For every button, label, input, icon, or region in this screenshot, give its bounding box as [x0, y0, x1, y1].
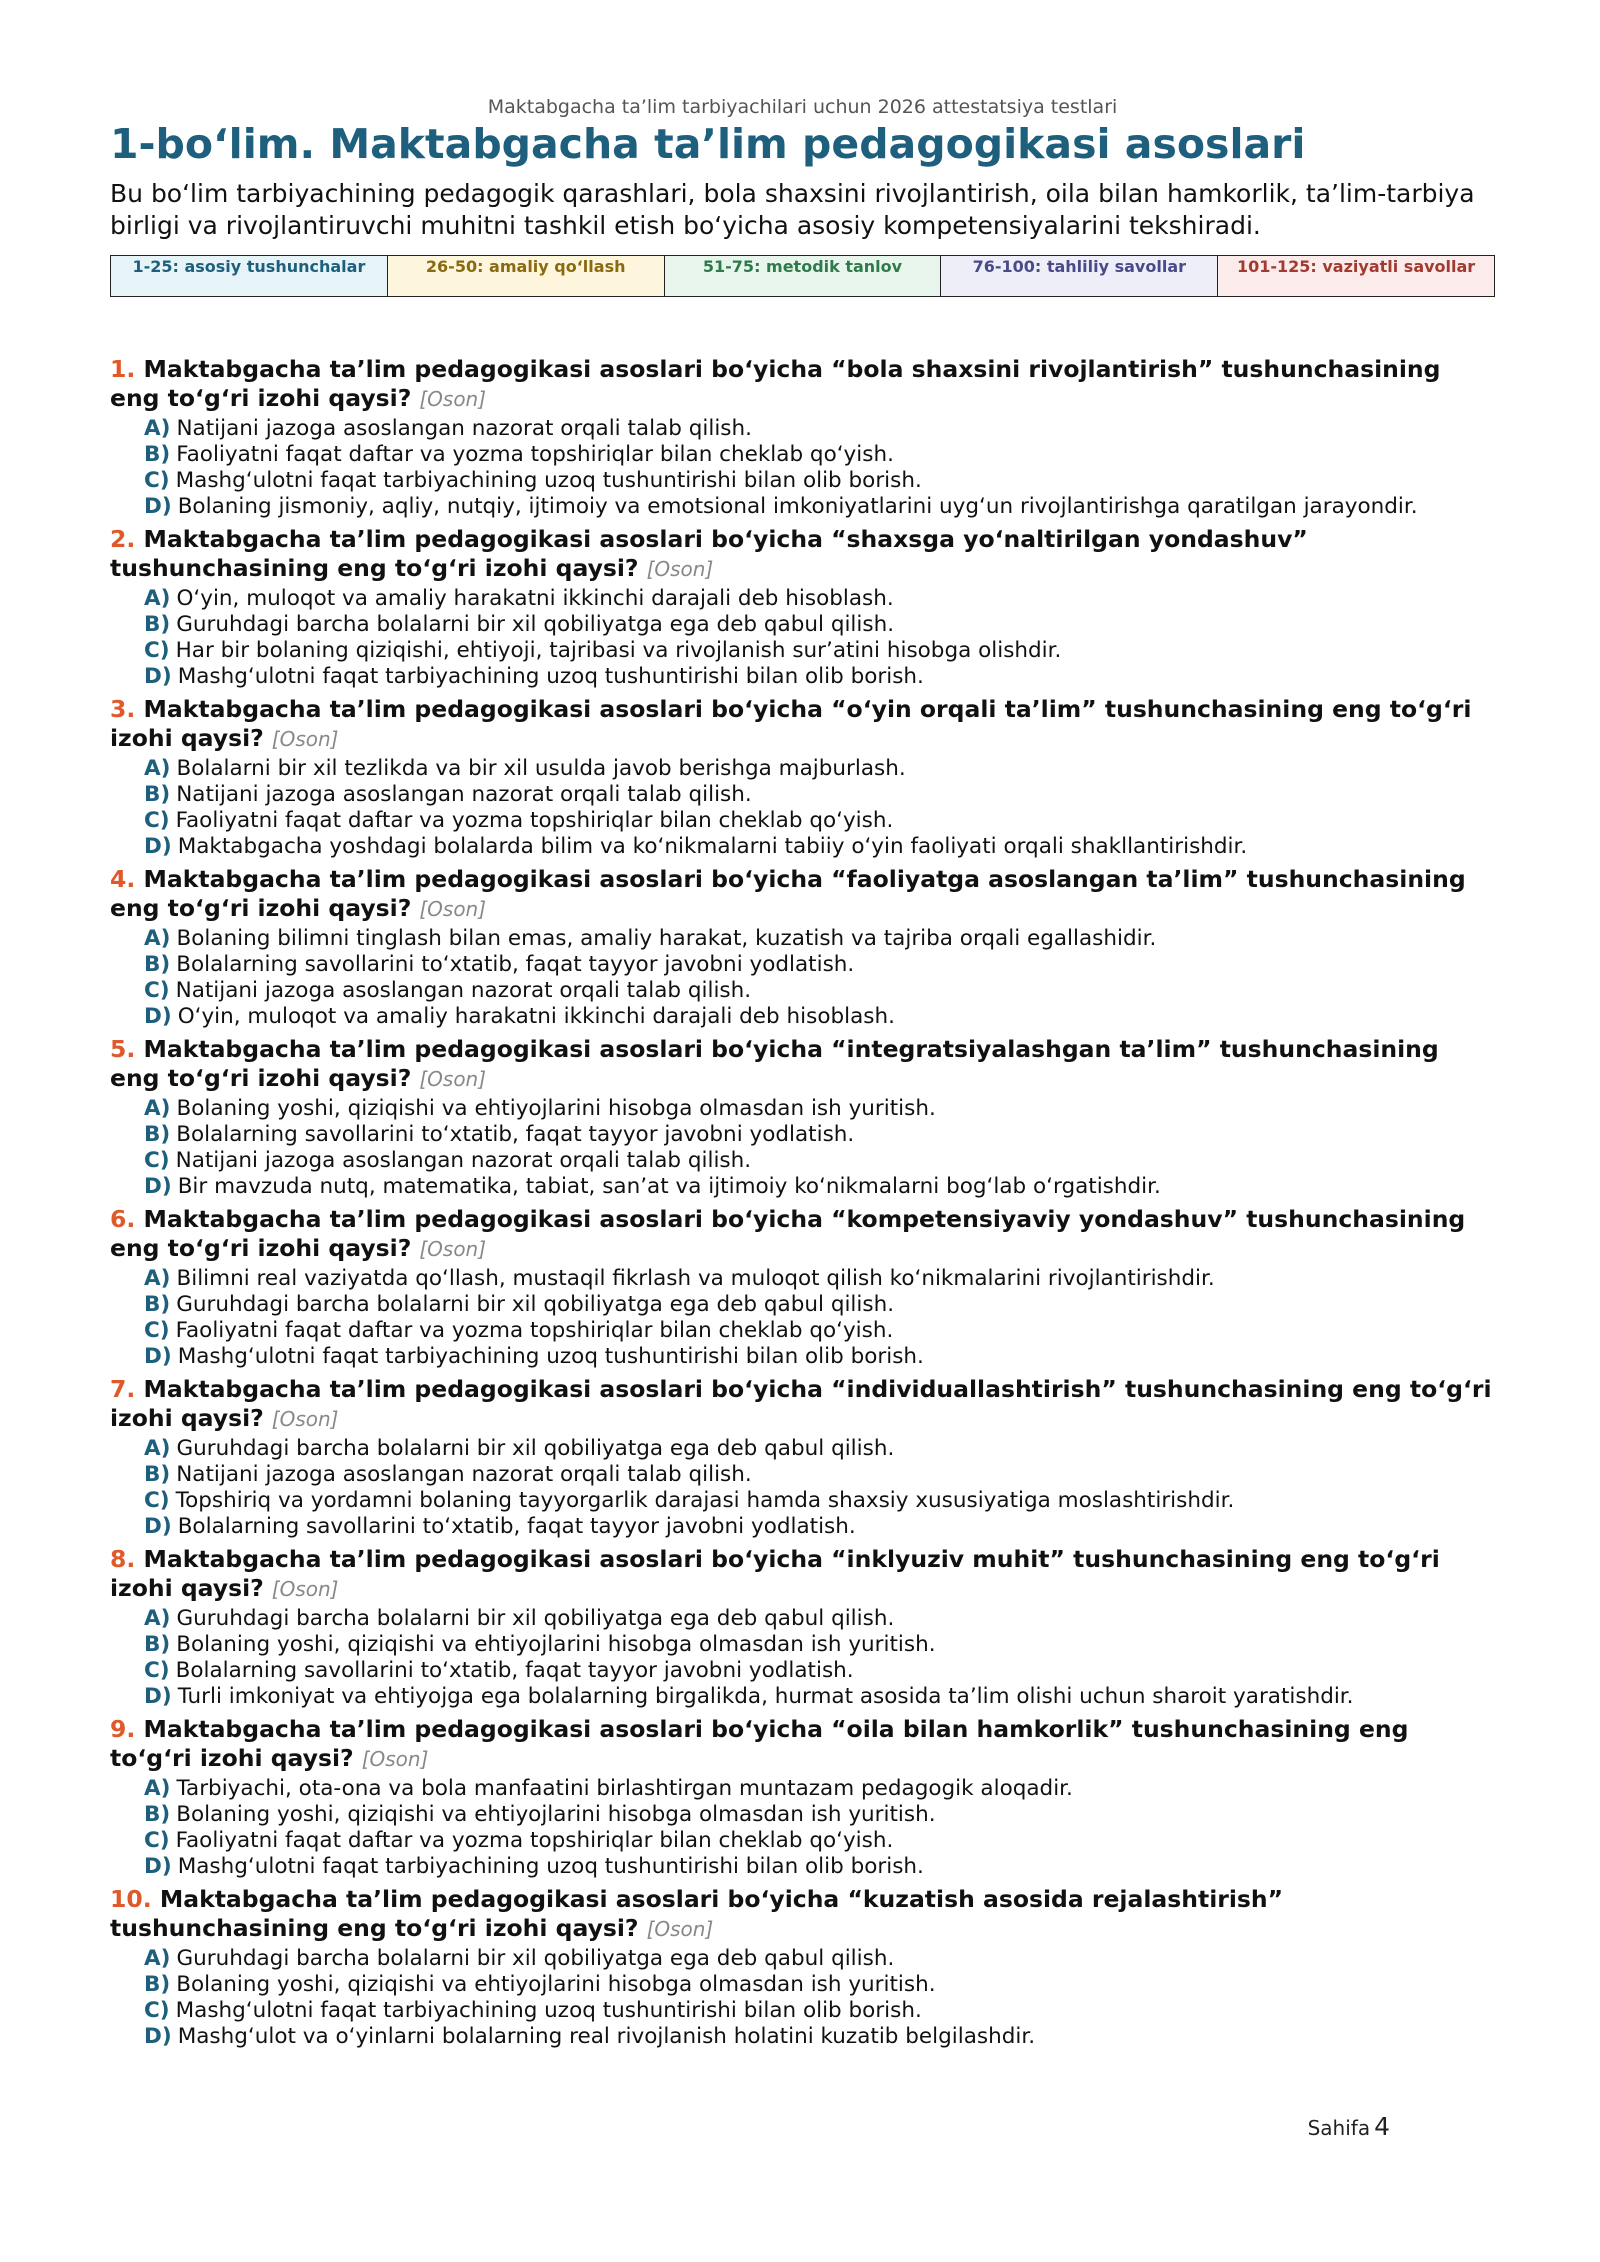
answer-options: [110, 1776, 1495, 1880]
question-number: 7.: [110, 1375, 136, 1403]
option-letter: A): [144, 1436, 171, 1461]
answer-options: [110, 1266, 1495, 1370]
question-text: [110, 1205, 1495, 1264]
option-letter: B): [144, 1292, 171, 1317]
answer-options: [110, 416, 1495, 520]
question-number: 5.: [110, 1035, 136, 1063]
option-text: Bolalarning savollarini toʻxtatib, faqat tayyor javobni yodlatish.: [177, 1514, 856, 1539]
answer-option: [144, 1462, 1495, 1488]
answer-option: [144, 1122, 1495, 1148]
option-letter: C): [144, 638, 170, 663]
option-letter: C): [144, 1318, 170, 1343]
option-letter: C): [144, 1998, 170, 2023]
option-letter: C): [144, 978, 170, 1003]
question-stem: Maktabgacha ta’lim pedagogikasi asoslari boʻyicha “shaxsga yoʻnaltirilgan yondashuv” tushunchasining eng toʻgʻri izohi qaysi?: [110, 525, 1308, 582]
question-number: 1.: [110, 355, 136, 383]
answer-option: [144, 1148, 1495, 1174]
question-stem: Maktabgacha ta’lim pedagogikasi asoslari boʻyicha “faoliyatga asoslangan ta’lim” tushunchasining eng toʻgʻri izohi qaysi?: [110, 865, 1466, 922]
question-item: [110, 1375, 1495, 1540]
answer-option: [144, 926, 1495, 952]
option-letter: D): [144, 1004, 172, 1029]
question-stem: Maktabgacha ta’lim pedagogikasi asoslari boʻyicha “inklyuziv muhit” tushunchasining eng toʻgʻri izohi qaysi?: [110, 1545, 1440, 1602]
option-letter: C): [144, 1148, 170, 1173]
option-letter: A): [144, 1266, 171, 1291]
question-number: 10.: [110, 1885, 152, 1913]
option-letter: D): [144, 1854, 172, 1879]
page-number: 4: [1374, 2112, 1390, 2141]
answer-options: [110, 1436, 1495, 1540]
option-text: Bir mavzuda nutq, matematika, tabiat, san’at va ijtimoiy koʻnikmalarni bogʻlab oʻrgatishdir.: [177, 1174, 1161, 1199]
question-stem: Maktabgacha ta’lim pedagogikasi asoslari boʻyicha “integratsiyalashgan ta’lim” tushunchasining eng toʻgʻri izohi qaysi?: [110, 1035, 1439, 1092]
difficulty-tag: [Oson]: [646, 557, 714, 581]
option-letter: B): [144, 1802, 171, 1827]
answer-options: [110, 1606, 1495, 1710]
answer-option: [144, 1854, 1495, 1880]
difficulty-tag: [Oson]: [419, 897, 487, 921]
option-letter: A): [144, 1946, 171, 1971]
answer-options: [110, 1946, 1495, 2050]
answer-option: [144, 756, 1495, 782]
answer-option: [144, 952, 1495, 978]
answer-option: [144, 1658, 1495, 1684]
option-letter: B): [144, 612, 171, 637]
answer-option: [144, 638, 1495, 664]
option-text: Guruhdagi barcha bolalarni bir xil qobiliyatga ega deb qabul qilish.: [176, 1292, 895, 1317]
legend-label: 51-75: metodik tanlov: [702, 257, 903, 276]
legend-label: 76-100: tahliliy savollar: [972, 257, 1187, 276]
question-number: 4.: [110, 865, 136, 893]
section-title: 1-boʻlim. Maktabgacha ta’lim pedagogikasi asoslari: [110, 120, 1306, 168]
legend-cell: [665, 256, 942, 296]
option-text: Bolaning bilimni tinglash bilan emas, amaliy harakat, kuzatish va tajriba orqali egallashidir.: [176, 926, 1157, 951]
question-item: [110, 525, 1495, 690]
legend-cell: [1218, 256, 1494, 296]
question-text: [110, 695, 1495, 754]
option-text: Bolaning yoshi, qiziqishi va ehtiyojlarini hisobga olmasdan ish yuritish.: [176, 1972, 936, 1997]
option-text: Natijani jazoga asoslangan nazorat orqali talab qilish.: [175, 1148, 752, 1173]
answer-option: [144, 1802, 1495, 1828]
question-text: [110, 1715, 1495, 1774]
option-text: Natijani jazoga asoslangan nazorat orqali talab qilish.: [175, 978, 752, 1003]
question-item: [110, 355, 1495, 520]
question-text: [110, 1035, 1495, 1094]
option-letter: B): [144, 952, 171, 977]
answer-option: [144, 1828, 1495, 1854]
answer-option: [144, 468, 1495, 494]
answer-option: [144, 1436, 1495, 1462]
question-number: 3.: [110, 695, 136, 723]
difficulty-tag: [Oson]: [361, 1747, 429, 1771]
question-text: [110, 525, 1495, 584]
question-text: [110, 865, 1495, 924]
question-text: [110, 1545, 1495, 1604]
page-footer: [1308, 2112, 1390, 2141]
question-item: [110, 695, 1495, 860]
option-text: Mashgʻulotni faqat tarbiyachining uzoq tushuntirishi bilan olib borish.: [175, 468, 922, 493]
answer-option: [144, 1998, 1495, 2024]
option-text: Mashgʻulotni faqat tarbiyachining uzoq tushuntirishi bilan olib borish.: [177, 1344, 924, 1369]
question-number: 9.: [110, 1715, 136, 1743]
option-text: Guruhdagi barcha bolalarni bir xil qobiliyatga ega deb qabul qilish.: [176, 1436, 895, 1461]
question-stem: Maktabgacha ta’lim pedagogikasi asoslari boʻyicha “kompetensiyaviy yondashuv” tushunchasining eng toʻgʻri izohi qaysi?: [110, 1205, 1466, 1262]
page-label: Sahifa: [1307, 2116, 1371, 2140]
answer-option: [144, 1318, 1495, 1344]
option-letter: C): [144, 1658, 170, 1683]
option-letter: D): [144, 664, 172, 689]
option-text: Guruhdagi barcha bolalarni bir xil qobiliyatga ega deb qabul qilish.: [176, 1946, 895, 1971]
difficulty-tag: [Oson]: [271, 727, 339, 751]
question-number: 2.: [110, 525, 136, 553]
answer-option: [144, 978, 1495, 1004]
answer-option: [144, 834, 1495, 860]
legend-cell: [388, 256, 665, 296]
question-text: [110, 355, 1495, 414]
answer-option: [144, 416, 1495, 442]
option-text: Faoliyatni faqat daftar va yozma topshiriqlar bilan cheklab qoʻyish.: [175, 1318, 894, 1343]
option-letter: D): [144, 1344, 172, 1369]
question-stem: Maktabgacha ta’lim pedagogikasi asoslari boʻyicha “kuzatish asosida rejalashtirish” tushunchasining eng toʻgʻri izohi qaysi?: [110, 1885, 1284, 1942]
answer-option: [144, 1606, 1495, 1632]
range-legend: [110, 255, 1495, 297]
answer-option: [144, 1946, 1495, 1972]
difficulty-tag: [Oson]: [419, 1237, 487, 1261]
answer-option: [144, 1488, 1495, 1514]
question-item: [110, 1715, 1495, 1880]
option-text: Guruhdagi barcha bolalarni bir xil qobiliyatga ega deb qabul qilish.: [176, 1606, 895, 1631]
option-text: Faoliyatni faqat daftar va yozma topshiriqlar bilan cheklab qoʻyish.: [175, 808, 894, 833]
answer-option: [144, 1684, 1495, 1710]
option-text: Tarbiyachi, ota-ona va bola manfaatini birlashtirgan muntazam pedagogik aloqadir.: [176, 1776, 1073, 1801]
legend-label: 1-25: asosiy tushunchalar: [132, 257, 366, 276]
question-item: [110, 1545, 1495, 1710]
option-letter: A): [144, 416, 171, 441]
answer-option: [144, 1514, 1495, 1540]
option-letter: B): [144, 782, 171, 807]
difficulty-tag: [Oson]: [271, 1577, 339, 1601]
difficulty-tag: [Oson]: [419, 1067, 487, 1091]
option-letter: B): [144, 442, 171, 467]
question-stem: Maktabgacha ta’lim pedagogikasi asoslari boʻyicha “oʻyin orqali ta’lim” tushunchasining eng toʻgʻri izohi qaysi?: [110, 695, 1472, 752]
difficulty-tag: [Oson]: [271, 1407, 339, 1431]
option-letter: D): [144, 1174, 172, 1199]
answer-option: [144, 2024, 1495, 2050]
option-letter: B): [144, 1462, 171, 1487]
answer-option: [144, 1266, 1495, 1292]
option-text: Oʻyin, muloqot va amaliy harakatni ikkinchi darajali deb hisoblash.: [177, 1004, 895, 1029]
answer-option: [144, 1096, 1495, 1122]
answer-option: [144, 808, 1495, 834]
option-letter: A): [144, 586, 171, 611]
answer-option: [144, 1632, 1495, 1658]
question-item: [110, 1035, 1495, 1200]
option-text: Mashgʻulotni faqat tarbiyachining uzoq tushuntirishi bilan olib borish.: [175, 1998, 922, 2023]
section-intro: Bu boʻlim tarbiyachining pedagogik qarashlari, bola shaxsini rivojlantirish, oila bilan hamkorlik, ta’lim-tarbiya birligi va rivojlantiruvchi muhitni tashkil etish boʻyicha asosiy kompetensiyalarini tekshiradi.: [110, 179, 1475, 240]
option-text: Bilimni real vaziyatda qoʻllash, mustaqil fikrlash va muloqot qilish koʻnikmalarini rivojlantirishdir.: [176, 1266, 1215, 1291]
option-letter: D): [144, 834, 172, 859]
option-text: Maktabgacha yoshdagi bolalarda bilim va koʻnikmalarni tabiiy oʻyin faoliyati orqali shakllantirishdir.: [177, 834, 1248, 859]
option-letter: C): [144, 468, 170, 493]
answer-option: [144, 442, 1495, 468]
answer-option: [144, 1776, 1495, 1802]
legend-cell: [111, 256, 388, 296]
option-text: Bolalarning savollarini toʻxtatib, faqat tayyor javobni yodlatish.: [176, 952, 855, 977]
question-item: [110, 1205, 1495, 1370]
question-text: [110, 1375, 1495, 1434]
question-number: 6.: [110, 1205, 136, 1233]
question-stem: Maktabgacha ta’lim pedagogikasi asoslari boʻyicha “bola shaxsini rivojlantirish” tushunchasining eng toʻgʻri izohi qaysi?: [110, 355, 1441, 412]
option-text: Bolaning yoshi, qiziqishi va ehtiyojlarini hisobga olmasdan ish yuritish.: [176, 1632, 936, 1657]
running-header: Maktabgacha ta’lim tarbiyachilari uchun 2026 attestatsiya testlari: [487, 96, 1118, 118]
option-text: Faoliyatni faqat daftar va yozma topshiriqlar bilan cheklab qoʻyish.: [175, 1828, 894, 1853]
option-text: Mashgʻulotni faqat tarbiyachining uzoq tushuntirishi bilan olib borish.: [177, 1854, 924, 1879]
question-stem: Maktabgacha ta’lim pedagogikasi asoslari boʻyicha “individuallashtirish” tushunchasining eng toʻgʻri izohi qaysi?: [110, 1375, 1492, 1432]
answer-options: [110, 926, 1495, 1030]
answer-options: [110, 586, 1495, 690]
option-letter: D): [144, 1514, 172, 1539]
option-text: Bolaning yoshi, qiziqishi va ehtiyojlarini hisobga olmasdan ish yuritish.: [176, 1096, 936, 1121]
option-text: Har bir bolaning qiziqishi, ehtiyoji, tajribasi va rivojlanish sur’atini hisobga olishdir.: [175, 638, 1062, 663]
question-number: 8.: [110, 1545, 136, 1573]
answer-options: [110, 1096, 1495, 1200]
answer-option: [144, 782, 1495, 808]
option-text: Natijani jazoga asoslangan nazorat orqali talab qilish.: [176, 782, 752, 807]
option-text: Mashgʻulotni faqat tarbiyachining uzoq tushuntirishi bilan olib borish.: [177, 664, 924, 689]
option-text: Topshiriq va yordamni bolaning tayyorgarlik darajasi hamda shaxsiy xususiyatiga moslashtirishdir.: [175, 1488, 1235, 1513]
option-letter: A): [144, 926, 171, 951]
option-letter: B): [144, 1122, 171, 1147]
answer-options: [110, 756, 1495, 860]
answer-option: [144, 1972, 1495, 1998]
question-item: [110, 1885, 1495, 2050]
answer-option: [144, 1344, 1495, 1370]
answer-option: [144, 494, 1495, 520]
answer-option: [144, 1004, 1495, 1030]
difficulty-tag: [Oson]: [419, 387, 487, 411]
option-text: Bolaning yoshi, qiziqishi va ehtiyojlarini hisobga olmasdan ish yuritish.: [176, 1802, 936, 1827]
option-letter: C): [144, 1828, 170, 1853]
option-text: Oʻyin, muloqot va amaliy harakatni ikkinchi darajali deb hisoblash.: [176, 586, 894, 611]
option-letter: A): [144, 756, 171, 781]
option-text: Turli imkoniyat va ehtiyojga ega bolalarning birgalikda, hurmat asosida ta’lim olishi uchun sharoit yaratishdir.: [177, 1684, 1354, 1709]
option-letter: D): [144, 2024, 172, 2049]
option-letter: D): [144, 494, 172, 519]
option-letter: C): [144, 808, 170, 833]
option-text: Guruhdagi barcha bolalarni bir xil qobiliyatga ega deb qabul qilish.: [176, 612, 895, 637]
answer-option: [144, 664, 1495, 690]
question-stem: Maktabgacha ta’lim pedagogikasi asoslari boʻyicha “oila bilan hamkorlik” tushunchasining eng toʻgʻri izohi qaysi?: [110, 1715, 1409, 1772]
option-text: Mashgʻulot va oʻyinlarni bolalarning real rivojlanish holatini kuzatib belgilashdir.: [177, 2024, 1036, 2049]
option-text: Bolalarning savollarini toʻxtatib, faqat tayyor javobni yodlatish.: [175, 1658, 854, 1683]
option-letter: B): [144, 1632, 171, 1657]
option-text: Natijani jazoga asoslangan nazorat orqali talab qilish.: [176, 1462, 752, 1487]
option-text: Faoliyatni faqat daftar va yozma topshiriqlar bilan cheklab qoʻyish.: [176, 442, 894, 467]
option-letter: A): [144, 1606, 171, 1631]
answer-option: [144, 1174, 1495, 1200]
legend-label: 26-50: amaliy qoʻllash: [425, 257, 626, 276]
option-letter: A): [144, 1776, 171, 1801]
answer-option: [144, 586, 1495, 612]
difficulty-tag: [Oson]: [646, 1917, 714, 1941]
legend-label: 101-125: vaziyatli savollar: [1236, 257, 1476, 276]
option-letter: D): [144, 1684, 172, 1709]
option-text: Bolaning jismoniy, aqliy, nutqiy, ijtimoiy va emotsional imkoniyatlarini uygʻun rivojlantirishga qaratilgan jarayondir.: [177, 494, 1418, 519]
answer-option: [144, 612, 1495, 638]
answer-option: [144, 1292, 1495, 1318]
question-item: [110, 865, 1495, 1030]
option-text: Bolalarning savollarini toʻxtatib, faqat tayyor javobni yodlatish.: [176, 1122, 855, 1147]
option-text: Bolalarni bir xil tezlikda va bir xil usulda javob berishga majburlash.: [176, 756, 906, 781]
legend-cell: [941, 256, 1218, 296]
question-text: [110, 1885, 1495, 1944]
option-letter: A): [144, 1096, 171, 1121]
option-letter: C): [144, 1488, 170, 1513]
question-list: [110, 355, 1495, 2055]
option-text: Natijani jazoga asoslangan nazorat orqali talab qilish.: [176, 416, 752, 441]
option-letter: B): [144, 1972, 171, 1997]
